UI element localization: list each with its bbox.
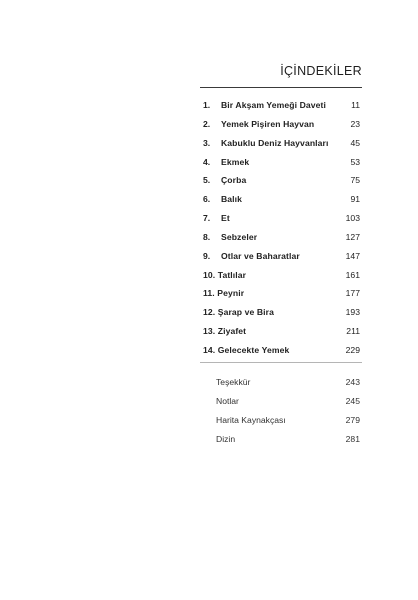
- back-matter-page-number: 245: [345, 395, 360, 406]
- back-matter-title: Teşekkür: [216, 377, 251, 387]
- chapter-entry: [200, 153, 362, 172]
- chapter-number: 2.: [203, 118, 211, 129]
- back-matter-entry: [200, 373, 362, 392]
- chapter-page-number: 229: [345, 344, 360, 355]
- chapter-page-number: 75: [350, 175, 360, 186]
- chapter-title: Bir Akşam Yemeği Daveti: [221, 100, 327, 110]
- chapter-entry: [200, 284, 362, 303]
- chapter-number: 11.: [203, 288, 215, 299]
- chapter-entry: [200, 171, 362, 190]
- chapter-title: Peynir: [217, 288, 245, 299]
- chapter-title: Et: [221, 213, 230, 224]
- chapter-entry: [200, 96, 362, 115]
- back-matter-page-number: 279: [345, 414, 360, 425]
- back-matter-entry: [200, 430, 362, 449]
- chapter-entry: [200, 209, 362, 228]
- chapter-page-number: 11: [351, 100, 360, 110]
- chapter-title: Ekmek: [221, 156, 250, 167]
- chapter-entry: [200, 228, 362, 247]
- chapter-page-number: 177: [345, 288, 360, 299]
- chapter-number: 13.: [203, 326, 216, 337]
- back-matter-page-number: 281: [345, 433, 360, 444]
- chapter-number: 1.: [203, 100, 211, 110]
- chapter-page-number: 161: [345, 269, 360, 280]
- chapter-entry: [200, 115, 362, 134]
- chapter-entry: [200, 341, 362, 360]
- chapter-title: Yemek Pişiren Hayvan: [221, 118, 315, 129]
- chapter-number: 12.: [203, 307, 216, 318]
- chapter-list: [200, 96, 362, 360]
- chapter-title: Balık: [221, 194, 243, 205]
- chapter-number: 8.: [203, 231, 211, 242]
- chapter-title: Çorba: [221, 175, 247, 186]
- chapter-page-number: 193: [345, 307, 360, 318]
- chapter-title: Tatlılar: [217, 269, 247, 280]
- chapter-entry: [200, 134, 362, 153]
- chapter-entry: [200, 247, 362, 266]
- chapter-entry: [200, 190, 362, 209]
- chapter-page-number: 211: [346, 326, 360, 337]
- chapter-title: Ziyafet: [217, 326, 247, 337]
- chapter-number: 6.: [203, 194, 211, 205]
- chapter-number: 10.: [203, 269, 216, 280]
- chapter-title: Gelecekte Yemek: [217, 344, 290, 355]
- toc-heading: İÇİNDEKİLER: [280, 64, 362, 78]
- chapter-page-number: 103: [345, 213, 360, 224]
- chapter-entry: [200, 322, 362, 341]
- back-matter-entry: [200, 411, 362, 430]
- chapter-number: 3.: [203, 137, 211, 148]
- chapter-page-number: 91: [350, 194, 360, 205]
- chapter-page-number: 45: [350, 137, 360, 148]
- chapter-title: Kabuklu Deniz Hayvanları: [221, 137, 329, 148]
- back-matter-title: Dizin: [216, 433, 236, 444]
- back-matter-list: [200, 373, 362, 449]
- heading-rule: [200, 87, 362, 88]
- chapter-title: Otlar ve Baharatlar: [221, 250, 300, 261]
- back-matter-entry: [200, 392, 362, 411]
- back-matter-title: Harita Kaynakçası: [216, 414, 286, 425]
- chapter-page-number: 147: [345, 250, 360, 261]
- chapter-title: Sebzeler: [221, 231, 258, 242]
- chapter-number: 14.: [203, 344, 216, 355]
- chapter-number: 9.: [203, 250, 211, 261]
- section-divider: [200, 362, 362, 363]
- chapter-page-number: 53: [350, 156, 360, 167]
- chapter-entry: [200, 303, 362, 322]
- back-matter-page-number: 243: [345, 377, 360, 387]
- back-matter-title: Notlar: [216, 395, 239, 406]
- chapter-entry: [200, 266, 362, 285]
- chapter-page-number: 127: [345, 231, 360, 242]
- chapter-number: 4.: [203, 156, 211, 167]
- chapter-page-number: 23: [350, 118, 360, 129]
- chapter-number: 7.: [203, 213, 211, 224]
- chapter-number: 5.: [203, 175, 211, 186]
- chapter-title: Şarap ve Bira: [217, 307, 274, 318]
